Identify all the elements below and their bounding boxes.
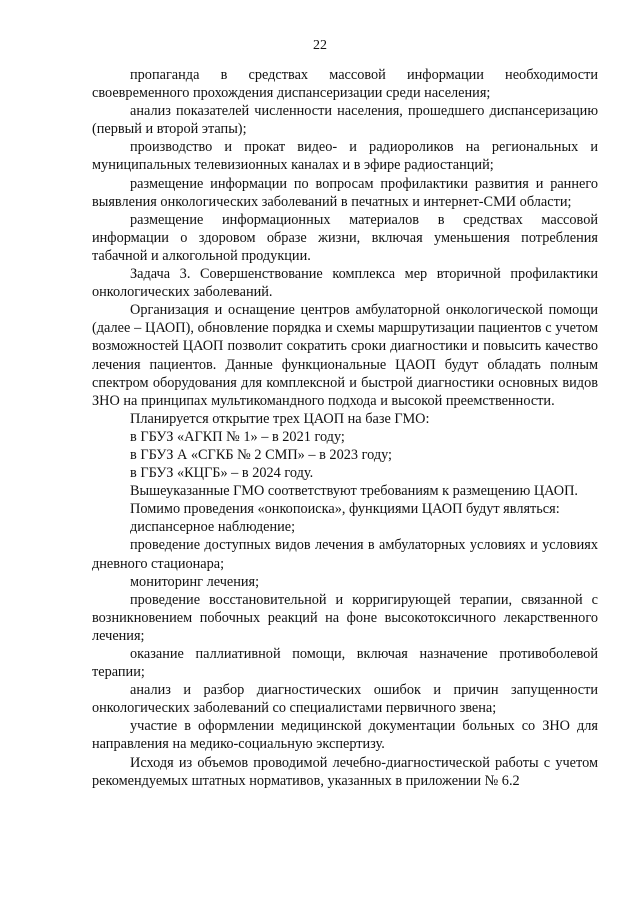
list-item: проведение доступных видов лечения в амбулаторных условиях и условиях дневного стационара;	[92, 537, 598, 572]
list-item: анализ и разбор диагностических ошибок и причин запущенности онкологических заболеваний со специалистами первичного звена;	[92, 682, 598, 717]
paragraph: Планируется открытие трех ЦАОП на базе ГМО:	[130, 410, 430, 427]
paragraph: Помимо проведения «онкопоиска», функциями ЦАОП будут являться:	[130, 501, 560, 518]
list-item: в ГБУЗ «КЦГБ» – в 2024 году.	[130, 465, 314, 482]
paragraph: производство и прокат видео- и радиороликов на региональных и муниципальных телевизионных каналах и в эфире радиостанций;	[92, 139, 598, 174]
task-heading: Задача 3. Совершенствование комплекса мер вторичной профилактики онкологических заболеваний.	[92, 266, 598, 301]
paragraph: Вышеуказанные ГМО соответствуют требованиям к размещению ЦАОП.	[130, 483, 578, 500]
list-item: в ГБУЗ А «СГКБ № 2 СМП» – в 2023 году;	[130, 446, 393, 463]
list-item: оказание паллиативной помощи, включая назначение противоболевой терапии;	[92, 646, 598, 681]
paragraph: Организация и оснащение центров амбулаторной онкологической помощи (далее – ЦАОП), обновление порядка и схемы маршрутизации пациентов с учетом возможностей ЦАОП позволит сократить сроки диагностики и повысить качество лечения пациентов. Данные функциональные ЦАОП будут обладать полным спектром оборудования для комплексной и быстрой диагностики основных видов ЗНО на принципах мультикомандного подхода и высокой преемственности.	[92, 302, 598, 409]
body-text	[92, 66, 598, 790]
list-item: проведение восстановительной и корригирующей терапии, связанной с возникновением побочных реакций на фоне высокотоксичного лекарственного лечения;	[92, 591, 598, 644]
list-item: участие в оформлении медицинской документации больных со ЗНО для направления на медико-социальную экспертизу.	[92, 718, 598, 753]
list-item: диспансерное наблюдение;	[130, 519, 296, 536]
paragraph: пропаганда в средствах массовой информации необходимости своевременного прохождения диспансеризации среди населения;	[92, 67, 598, 102]
list-item: в ГБУЗ «АГКП № 1» – в 2021 году;	[130, 428, 345, 445]
list-item: мониторинг лечения;	[130, 573, 260, 590]
page-number: 22	[313, 38, 327, 53]
paragraph: размещение информационных материалов в средствах массовой информации о здоровом образе жизни, включая уменьшения потребления табачной и алкогольной продукции.	[92, 211, 598, 264]
paragraph: размещение информации по вопросам профилактики развития и раннего выявления онкологических заболеваний в печатных и интернет-СМИ области;	[92, 175, 598, 210]
paragraph: анализ показателей численности населения, прошедшего диспансеризацию (первый и второй этапы);	[92, 103, 598, 138]
paragraph: Исходя из объемов проводимой лечебно-диагностической работы с учетом рекомендуемых штатных нормативов, указанных в приложении № 6.2	[92, 754, 598, 789]
